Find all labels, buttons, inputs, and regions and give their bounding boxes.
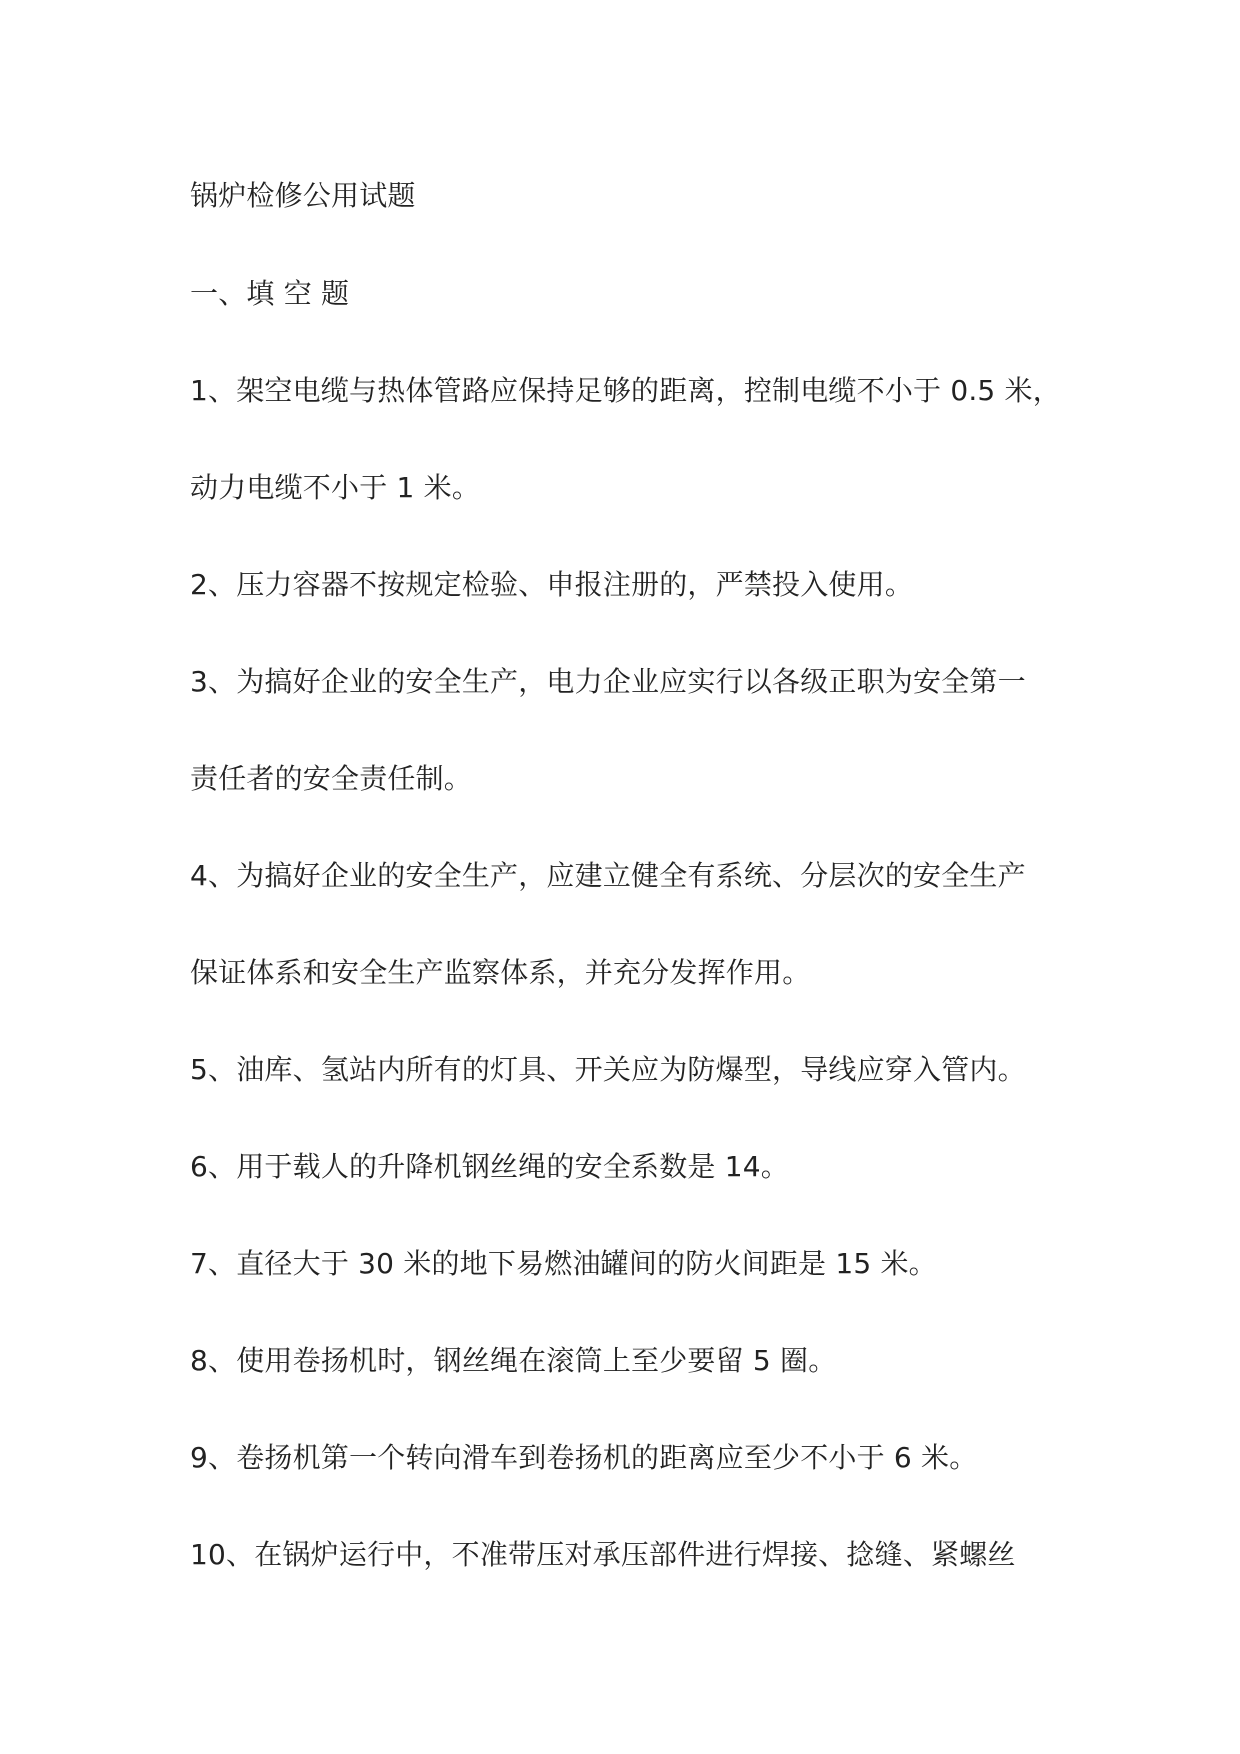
document-title: 锅炉检修公用试题 [190, 179, 416, 212]
question-9-line-1: 9、卷扬机第一个转向滑车到卷扬机的距离应至少不小于 6 米。 [190, 1441, 978, 1474]
question-4-line-2: 保证体系和安全生产监察体系，并充分发挥作用。 [190, 956, 811, 989]
question-3-line-2: 责任者的安全责任制。 [190, 762, 473, 795]
question-8-line-1: 8、使用卷扬机时，钢丝绳在滚筒上至少要留 5 圈。 [190, 1344, 837, 1377]
question-1-line-2: 动力电缆不小于 1 米。 [190, 471, 481, 504]
question-7-line-1: 7、直径大于 30 米的地下易燃油罐间的防火间距是 15 米。 [190, 1247, 937, 1280]
question-4-line-1: 4、为搞好企业的安全生产，应建立健全有系统、分层次的安全生产 [190, 859, 1026, 892]
section-heading: 一、填 空 题 [190, 277, 350, 310]
question-3-line-1: 3、为搞好企业的安全生产，电力企业应实行以各级正职为安全第一 [190, 665, 1026, 698]
question-1-line-1: 1、架空电缆与热体管路应保持足够的距离，控制电缆不小于 0.5 米， [190, 374, 1061, 407]
question-10-line-1: 10、在锅炉运行中，不准带压对承压部件进行焊接、捻缝、紧螺丝 [190, 1538, 1016, 1571]
question-5-line-1: 5、油库、氢站内所有的灯具、开关应为防爆型，导线应穿入管内。 [190, 1053, 1026, 1086]
question-6-line-1: 6、用于载人的升降机钢丝绳的安全系数是 14。 [190, 1150, 789, 1183]
question-2-line-1: 2、压力容器不按规定检验、申报注册的，严禁投入使用。 [190, 568, 914, 601]
